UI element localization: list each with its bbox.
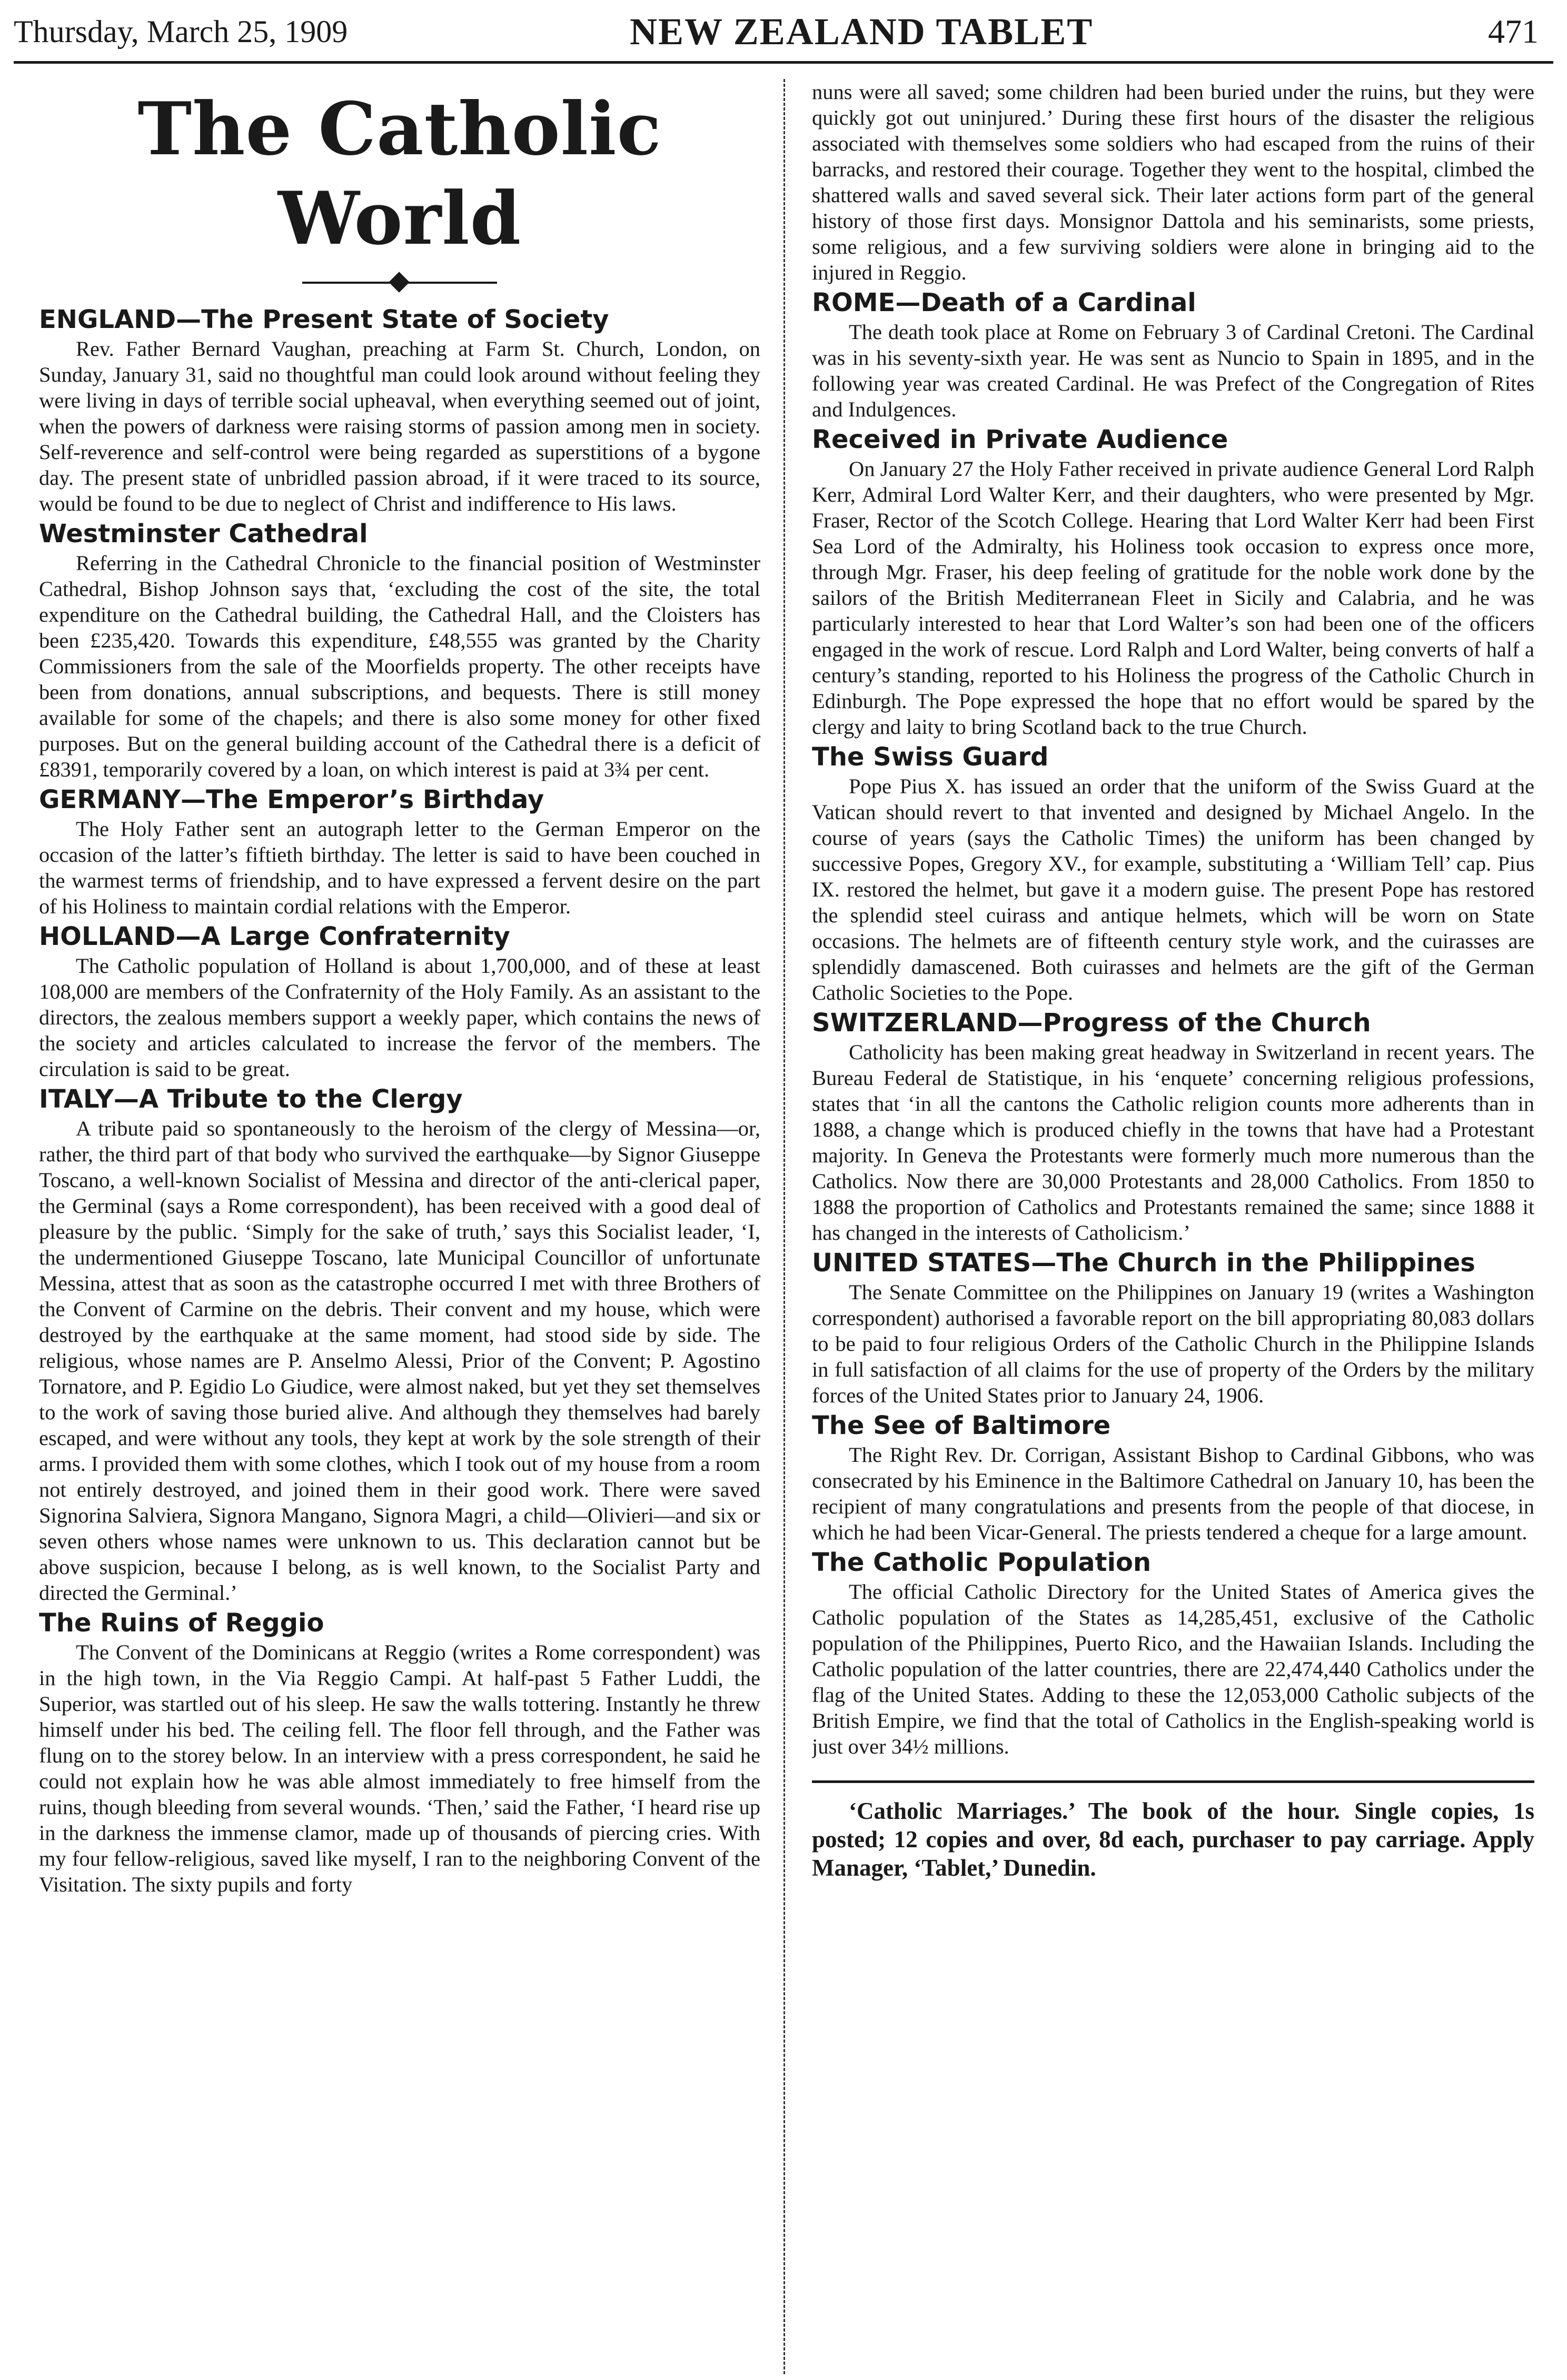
article-switzerland <box>812 1007 1534 1246</box>
article-heading: The Swiss Guard <box>812 742 1049 772</box>
column-divider <box>783 79 787 2374</box>
article-baltimore <box>812 1409 1534 1545</box>
article-heading: Received in Private Audience <box>812 425 1228 454</box>
article-heading: ROME—Death of a Cardinal <box>812 288 1196 317</box>
article-body: The Convent of the Dominicans at Reggio (writes a Rome correspondent) was in the high town, in the Via Reggio Campi. At half-past 5 Father Luddi, the Superior, was startled out of his sleep. He saw the walls tottering. Instantly he threw himself under his bed. The ceiling fell. The floor fell through, and the Father was flung on to the storey below. In an interview with a press correspondent, he said he could not explain how he was able almost immediately to free himself from the ruins, though bleeding from several wounds. ‘Then,’ said the Father, ‘I heard rise up in the darkness the immense clamor, made up of thousands of piercing cries. With my four fellow-religious, saved like myself, I ran to the neighboring Convent of the Visitation. The sixty pupils and forty <box>39 1640 760 1896</box>
article-body: Referring in the Cathedral Chronicle to the financial position of Westminster Cathedral, Bishop Johnson says that, ‘excluding the cost of the site, the total expenditure on the Cathedral building, the Cathedral Hall, and the Cloisters has been £235,420. Towards this expenditure, £48,555 was granted by the Charity Commissioners from the sale of the Moorfields property. The other receipts have been from donations, annual subscriptions, and bequests. There is still money available for some of the chapels; and there is also some money for other fixed purposes. But on the general building account of the Cathedral there is a deficit of £8391, temporarily covered by a loan, on which interest is paid at 3¾ per cent. <box>39 551 760 781</box>
article-private-audience <box>812 423 1534 740</box>
article-heading: The Catholic Population <box>812 1548 1152 1577</box>
article-heading: The See of Baltimore <box>812 1411 1111 1440</box>
article-heading: GERMANY—The Emperor’s Birthday <box>39 785 544 814</box>
article-body: A tribute paid so spontaneously to the heroism of the clergy of Messina—or, rather, the third part of that body who survived the earthquake—by Signor Giuseppe Toscano, a well-known Socialist of Messina and director of the anti-clerical paper, the Germinal (says a Rome correspondent), has been received with a good deal of pleasure by the public. ‘Simply for the sake of truth,’ says this Socialist leader, ‘I, the undermentioned Giuseppe Toscano, late Municipal Councillor of unfortunate Messina, attest that as soon as the catastrophe occurred I met with three Brothers of the Convent of Carmine on the debris. Their convent and my house, which were destroyed by the earthquake at the same moment, had stood side by side. The religious, whose names are P. Anselmo Alessi, Prior of the Convent; P. Agostino Tornatore, and P. Egidio Lo Giudice, were almost naked, but yet they set themselves to the work of saving those buried alive. And although they themselves had barely escaped, and were without any tools, they kept at work by the sole strength of their arms. I provided them with some clothes, which I took out of my house from a room not entirely destroyed, and joined them in their good work. There were saved Signorina Salviera, Signora Mangano, Signora Magri, a child—Olivieri—and six or seven others whose names were unknown to us. This declaration cannot but be above suspicion, because I belong, as is well known, to the Socialist Party and directed the Germinal.’ <box>39 1117 760 1605</box>
article-body: The Catholic population of Holland is about 1,700,000, and of these at least 108,000 are members of the Confraternity of the Holy Family. As an assistant to the directors, the zealous members support a weekly paper, which contains the news of the society and articles calculated to increase the fervor of the members. The circulation is said to be great. <box>39 954 760 1081</box>
header-rule <box>14 61 1553 64</box>
article-catholic-population <box>812 1546 1534 1759</box>
notice-rule <box>812 1780 1534 1783</box>
advertisement-notice: ‘Catholic Marriages.’ The book of the hour. Single copies, 1s posted; 12 copies and over, 8d each, purchaser to pay carriage. Apply Manager, ‘Tablet,’ Dunedin. <box>812 1798 1534 1881</box>
article-body: The Holy Father sent an autograph letter to the German Emperor on the occasion of the latter’s fiftieth birthday. The letter is said to have been couched in the warmest terms of friendship, and to have expressed a fervent desire on the part of his Holiness to maintain cordial relations with the Emperor. <box>39 817 760 918</box>
article-swiss-guard <box>812 741 1534 1005</box>
article-italy <box>39 1083 760 1606</box>
issue-date: Thursday, March 25, 1909 <box>14 14 348 49</box>
page-number: 471 <box>1488 13 1539 50</box>
left-column <box>39 84 760 2380</box>
article-heading: HOLLAND—A Large Confraternity <box>39 922 510 951</box>
masthead-ornament <box>39 275 760 291</box>
article-heading: The Ruins of Reggio <box>39 1608 324 1638</box>
page-header <box>14 7 1553 56</box>
section-masthead: The Catholic World <box>137 86 662 261</box>
article-body: The Right Rev. Dr. Corrigan, Assistant Bishop to Cardinal Gibbons, who was consecrated by his Eminence in the Baltimore Cathedral on January 10, has been the recipient of many congratulations and presents from the people of that diocese, in which he had been Vicar-General. The priests tendered a cheque for a large amount. <box>812 1443 1534 1544</box>
article-body: The official Catholic Directory for the United States of America gives the Catholic population of the States as 14,285,451, exclusive of the Catholic population of the Philippines, Puerto Rico, and the Hawaiian Islands. Including the Catholic population of the latter countries, there are 22,474,440 Catholics under the flag of the United States. Adding to these the 12,053,000 Catholic subjects of the British Empire, we find that the total of Catholics in the English-speaking world is just over 34½ millions. <box>812 1580 1534 1758</box>
article-rome <box>812 286 1534 422</box>
article-heading: ITALY—A Tribute to the Clergy <box>39 1084 463 1114</box>
article-heading: UNITED STATES—The Church in the Philippines <box>812 1248 1475 1278</box>
article-heading: Westminster Cathedral <box>39 519 368 549</box>
article-westminster <box>39 517 760 782</box>
article-england <box>39 303 760 516</box>
article-holland <box>39 920 760 1082</box>
article-reggio <box>39 1607 760 1897</box>
newspaper-title: NEW ZEALAND TABLET <box>630 11 1094 53</box>
article-united-states <box>812 1247 1534 1408</box>
article-body: Rev. Father Bernard Vaughan, preaching at Farm St. Church, London, on Sunday, January 31, said no thoughtful man could look around without feeling they were living in days of terrible social upheaval, when everything seemed out of joint, when the powers of darkness were raising storms of passion among men in society. Self-reverence and self-control were being regarded as superstitions of a bygone day. The present state of unbridled passion abroad, if it were traced to its source, would be found to be due to neglect of Christ and indifference to His laws. <box>39 337 760 515</box>
article-germany <box>39 783 760 919</box>
article-heading: SWITZERLAND—Progress of the Church <box>812 1008 1371 1038</box>
article-body: nuns were all saved; some children had been buried under the ruins, but they were quickly got out uninjured.’ During these first hours of the disaster the religious associated with themselves some soldiers who had escaped from the ruins of their barracks, and restored their courage. Together they went to the hospital, climbed the shattered walls and saved several sick. Their later actions form part of the general history of those first days. Monsignor Dattola and his seminarists, some priests, some religious, and a few surviving soldiers were alone in bringing aid to the injured in Reggio. <box>812 80 1534 284</box>
article-heading: ENGLAND—The Present State of Society <box>39 305 609 334</box>
ornament-diamond-icon <box>389 272 410 293</box>
article-body: Catholicity has been making great headway in Switzerland in recent years. The Bureau Federal de Statistique, in his ‘enquete’ concerning religious professions, states that ‘in all the cantons the Catholic religion counts more adherents than in 1888, a change which is produced chiefly in the towns that have had a Protestant majority. In Geneva the Protestants were formerly much more numerous than the Catholics. Now there are 30,000 Protestants and 28,000 Catholics. From 1850 to 1888 the proportion of Catholics and Protestants remained the same; since 1888 it has changed in the interests of Catholicism.’ <box>812 1040 1534 1244</box>
right-column <box>812 79 1534 2380</box>
article-body: On January 27 the Holy Father received in private audience General Lord Ralph Kerr, Admiral Lord Walter Kerr, and their daughters, who were presented by Mgr. Fraser, Rector of the Scotch College. Hearing that Lord Walter Kerr had been First Sea Lord of the Admiralty, his Holiness took occasion to express once more, through Mgr. Fraser, his deep feeling of gratitude for the noble work done by the sailors of the British Mediterranean Fleet in Sicily and Calabria, and he was particularly interested to hear that Lord Walter’s son had been one of the officers engaged in the work of rescue. Lord Ralph and Lord Walter, being converts of half a century’s standing, reported to his Holiness the progress of the Catholic Church in Edinburgh. The Pope expressed the hope that no effort would be spared by the clergy and laity to bring Scotland back to the true Church. <box>812 457 1534 739</box>
article-body: The death took place at Rome on February 3 of Cardinal Cretoni. The Cardinal was in his seventy-sixth year. He was sent as Nuncio to Spain in 1895, and in the following year was created Cardinal. He was Prefect of the Congregation of Rites and Indulgences. <box>812 320 1534 421</box>
article-reggio-continued <box>812 79 1534 285</box>
article-body: The Senate Committee on the Philippines on January 19 (writes a Washington correspondent) authorised a favorable report on the bill appropriating 80,083 dollars to be paid to four religious Orders of the Catholic Church in the Philippine Islands in full satisfaction of all claims for the use of property of the Orders by the military forces of the United States prior to January 24, 1906. <box>812 1280 1534 1407</box>
article-body: Pope Pius X. has issued an order that the uniform of the Swiss Guard at the Vatican should revert to that invented and designed by Michael Angelo. In the course of years (says the Catholic Times) the uniform has been changed by successive Popes, Gregory XV., for example, substituting a ‘William Tell’ cap. Pius IX. restored the helmet, but gave it a modern guise. The present Pope has restored the splendid steel cuirass and antique helmets, which will be worn on State occasions. The helmets are of fifteenth century style work, and the cuirasses are splendidly damascened. Both cuirasses and helmets are the gift of the German Catholic Societies to the Pope. <box>812 774 1534 1004</box>
